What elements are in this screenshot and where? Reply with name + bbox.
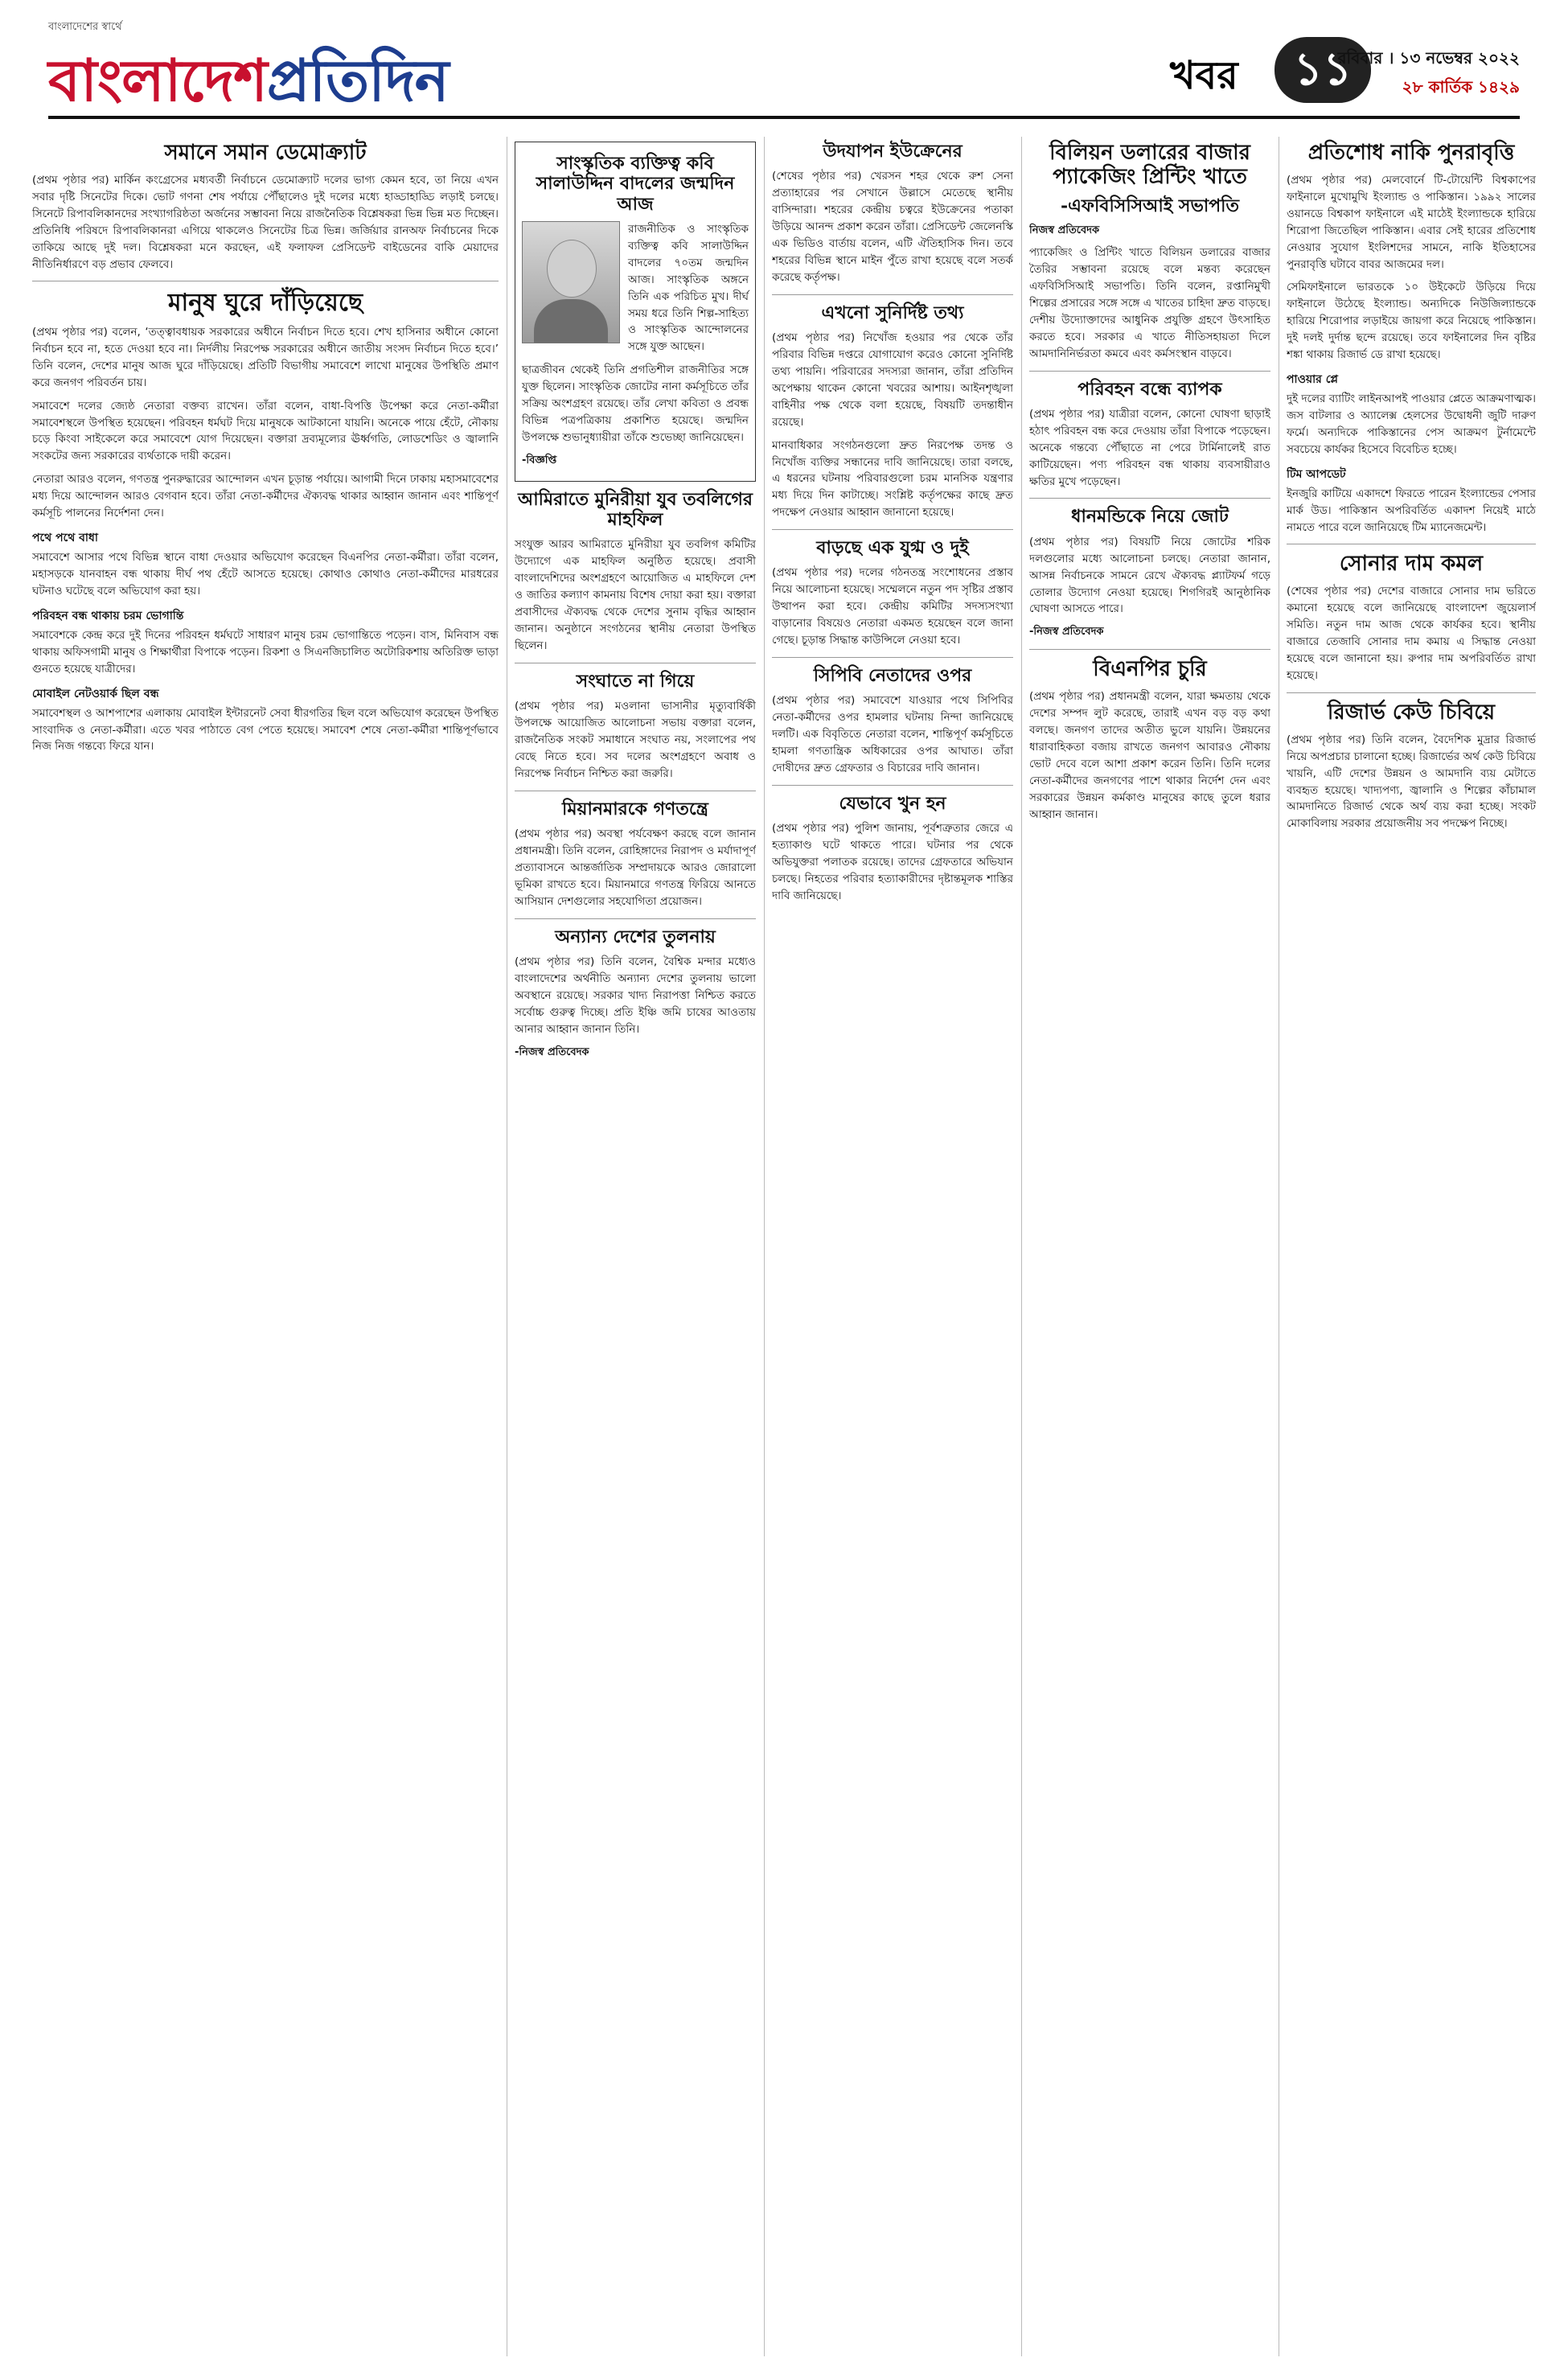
byline-staff-reporter: -নিজস্ব প্রতিবেদক [515, 1045, 589, 1058]
article-murder-body: (প্রথম পৃষ্ঠার পর) পুলিশ জানায়, পূর্বশত্রুতার জেরে এ হত্যাকাণ্ড ঘটে থাকতে পারে। ঘটনার পর থেকে অভিযুক্তরা পলাতক রয়েছে। তাদের গ্রেফতারে অভিযান চলছে। নিহতের পরিবার হত্যাকারীদের দৃষ্টান্তমূলক শাস্তির দাবি জানিয়েছে। [772, 822, 1013, 902]
article-divider [772, 785, 1013, 786]
byline-press-release: -বিজ্ঞপ্তি [522, 454, 557, 466]
subhead-team-update: টিম আপডেট [1287, 467, 1346, 481]
article-no-info-body-1: (প্রথম পৃষ্ঠার পর) নিখোঁজ হওয়ার পর থেকে তাঁর পরিবার বিভিন্ন দপ্তরে যোগাযোগ করেও কোনো সুনির্দিষ্ট তথ্য পায়নি। পরিবারের সদস্যরা জানান, তাঁরা প্রতিদিন অপেক্ষায় থাকেন কোনো খবরের আশায়। আইনশৃঙ্খলা বাহিনীর পক্ষ থেকে বলা হয়েছে, বিষয়টি তদন্তাধীন রয়েছে। [772, 331, 1013, 429]
article-divider [1287, 692, 1536, 693]
article-people-rise-body-4: সমাবেশে আসার পথে বিভিন্ন স্থানে বাধা দেওয়ার অভিযোগ করেছেন বিএনপির নেতা-কর্মীরা। তাঁরা বলেন, মহাসড়কে যানবাহন বন্ধ থাকায় দীর্ঘ পথ হেঁটে আসতে হয়েছে। কোথাও কোথাও নেতা-কর্মীদের মারধরের ঘটনাও ঘটেছে বলে অভিযোগ করা হয়। [32, 551, 499, 598]
article-final-body-4: ইনজুরি কাটিয়ে একাদশে ফিরতে পারেন ইংল্যান্ডের পেসার মার্ক উড। পাকিস্তান অপরিবর্তিত একাদশ নিয়েই মাঠে নামতে পারে বলে জানিয়েছে টিম ম্যানেজমেন্ট। [1287, 487, 1536, 534]
headline-no-conflict: সংঘাতে না গিয়ে [576, 670, 695, 692]
article-final-body-2: সেমিফাইনালে ভারতকে ১০ উইকেটে উড়িয়ে দিয়ে ফাইনালে উঠেছে ইংল্যান্ড। অন্যদিকে নিউজিল্যান্ডকে হারিয়ে শিরোপার লড়াইয়ে জায়গা করে নিয়েছে পাকিস্তান। দুই দলই দুর্দান্ত ছন্দে রয়েছে। তবে ফাইনালের দিন বৃষ্টির শঙ্কা থাকায় রিজার্ভ ডে রাখা হয়েছে। [1287, 281, 1536, 362]
article-myanmar-body: (প্রথম পৃষ্ঠার পর) অবস্থা পর্যবেক্ষণ করছে বলে জানান প্রধানমন্ত্রী। তিনি বলেন, রোহিঙ্গাদের নিরাপদ ও মর্যাদাপূর্ণ প্রত্যাবাসনে আন্তর্জাতিক সম্প্রদায়কে আরও জোরালো ভূমিকা রাখতে হবে। মিয়ানমারে গণতন্ত্র ফিরিয়ে আনতে আসিয়ান দেশগুলোর সহযোগিতা প্রয়োজন। [515, 828, 756, 908]
subhead-transport: পরিবহন বন্ধ থাকায় চরম ভোগান্তি [32, 609, 184, 622]
masthead [32, 14, 1536, 127]
headline-alliance: ধানমন্ডিকে নিয়ে জোট [1071, 506, 1229, 528]
logo-part-bangladesh: বাংলাদেশ [48, 46, 267, 114]
article-divider [1029, 498, 1270, 499]
article-people-rise-body-5: সমাবেশকে কেন্দ্র করে দুই দিনের পরিবহন ধর্মঘটে সাধারণ মানুষ চরম ভোগান্তিতে পড়েন। বাস, মিনিবাস বন্ধ থাকায় অফিসগামী মানুষ ও শিক্ষার্থীরা বিপাকে পড়েন। রিকশা ও সিএনজিচালিত অটোরিকশায় অতিরিক্ত ভাড়া গুনতে হয়েছে যাত্রীদের। [32, 628, 499, 676]
column-divider [764, 137, 765, 2356]
subtitle-fbcci: -এফবিসিসিআই সভাপতি [1061, 195, 1239, 216]
headline-gold-price: সোনার দাম কমল [1339, 552, 1484, 577]
birthday-content [522, 221, 749, 362]
headline-transport-shutdown: পরিবহন বন্ধে ব্যাপক [1077, 378, 1222, 400]
headline-reserve: রিজার্ভ কেউ চিবিয়ে [1327, 700, 1496, 725]
article-other-countries-body: (প্রথম পৃষ্ঠার পর) তিনি বলেন, বৈশ্বিক মন্দার মধ্যেও বাংলাদেশের অর্থনীতি অন্যান্য দেশের তুলনায় ভালো অবস্থানে রয়েছে। সরকার খাদ্য নিরাপত্তা নিশ্চিত করতে সর্বোচ্চ গুরুত্ব দিচ্ছে। প্রতি ইঞ্চি জমি চাষের আওতায় আনার আহ্বান জানান তিনি। [515, 955, 756, 1036]
headline-cpb: সিপিবি নেতাদের ওপর [813, 665, 972, 687]
article-divider [515, 918, 756, 919]
headline-poet-birthday: সাংস্কৃতিক ব্যক্তিত্ব কবি সালাউদ্দিন বাদলের জন্মদিন আজ [536, 153, 735, 215]
headline-democrat: সমানে সমান ডেমোক্র্যাট [164, 141, 367, 165]
headline-revenge-or-repeat: প্রতিশোধ নাকি পুনরাবৃত্তি [1307, 141, 1515, 165]
byline-packaging: নিজস্ব প্রতিবেদক [1029, 224, 1100, 237]
headline-uae-mahfil: আমিরাতে মুনিরীয়া যুব তবলিগের মাহফিল [517, 488, 753, 531]
article-birthday-body-2: ছাত্রজীবন থেকেই তিনি প্রগতিশীল রাজনীতির সঙ্গে যুক্ত ছিলেন। সাংস্কৃতিক জোটের নানা কর্মসূচিতে তাঁর সক্রিয় অংশগ্রহণ রয়েছে। তাঁর লেখা কবিতা ও প্রবন্ধ বিভিন্ন পত্রপত্রিকায় প্রকাশিত হয়েছে। জন্মদিন উপলক্ষে শুভানুধ্যায়ীরা তাঁকে শুভেচ্ছা জানিয়েছেন। [522, 363, 749, 444]
date-gregorian: রবিবার । ১৩ নভেম্বর ২০২২ [1337, 48, 1520, 68]
subhead-power-play: পাওয়ার প্লে [1287, 373, 1338, 387]
article-divider [1029, 371, 1270, 372]
column-5 [1287, 137, 1536, 2356]
article-no-info-body-2: মানবাধিকার সংগঠনগুলো দ্রুত নিরপেক্ষ তদন্ত ও নিখোঁজ ব্যক্তির সন্ধানের দাবি জানিয়েছে। তারা বলছে, এ ধরনের ঘটনায় পরিবারগুলো চরম মানসিক যন্ত্রণার মধ্য দিয়ে দিন কাটাচ্ছে। সংশ্লিষ্ট কর্তৃপক্ষের কাছে দ্রুত পদক্ষেপ নেওয়ার আহ্বান জানানো হয়েছে। [772, 438, 1013, 520]
article-bnp-theft-body: (প্রথম পৃষ্ঠার পর) প্রধানমন্ত্রী বলেন, যারা ক্ষমতায় থেকে দেশের সম্পদ লুট করেছে, তারাই এখন বড় বড় কথা বলছে। জনগণ তাদের অতীত ভুলে যায়নি। উন্নয়নের ধারাবাহিকতা বজায় রাখতে জনগণ আবারও নৌকায় ভোট দেবে বলে আশা প্রকাশ করেন তিনি। তিনি দলের নেতা-কর্মীদের জনগণের পাশে থাকার নির্দেশ দেন এবং সরকারের উন্নয়ন কর্মকাণ্ড মানুষের কাছে তুলে ধরার আহ্বান জানান। [1029, 690, 1270, 821]
headline-other-countries: অন্যান্য দেশের তুলনায় [555, 926, 716, 947]
masthead-tagline: বাংলাদেশের স্বার্থে [48, 21, 122, 33]
article-alliance-body: (প্রথম পৃষ্ঠার পর) বিষয়টি নিয়ে জোটের শরিক দলগুলোর মধ্যে আলোচনা চলছে। নেতারা জানান, আসন্ন নির্বাচনকে সামনে রেখে ঐক্যবদ্ধ প্ল্যাটফর্ম গড়ে তোলার উদ্যোগ নেওয়া হয়েছে। শিগগিরই আনুষ্ঠানিক ঘোষণা আসতে পারে। [1029, 535, 1270, 616]
column-1 [32, 137, 499, 2356]
article-people-rise-body-6: সমাবেশস্থল ও আশপাশের এলাকায় মোবাইল ইন্টারনেট সেবা ধীরগতির ছিল বলে অভিযোগ করেছেন উপস্থিত সাংবাদিক ও নেতা-কর্মীরা। এতে খবর পাঠাতে বেগ পেতে হয়েছে। সমাবেশ শেষে নেতা-কর্মীরা শান্তিপূর্ণভাবে নিজ নিজ গন্তব্যে ফিরে যান। [32, 706, 499, 754]
article-packaging-body: প্যাকেজিং ও প্রিন্টিং খাতে বিলিয়ন ডলারের বাজার তৈরির সম্ভাবনা রয়েছে বলে মন্তব্য করেছেন এফবিসিসিআই সভাপতি। তিনি বলেন, রপ্তানিমুখী শিল্পের প্রসারের সঙ্গে সঙ্গে এ খাতের চাহিদা দ্রুত বাড়ছে। দেশীয় উদ্যোক্তাদের আধুনিক প্রযুক্তি গ্রহণে উৎসাহিত করতে হবে। সরকার এ খাতে নীতিসহায়তা দিলে আমদানিনির্ভরতা কমবে এবং কর্মসংস্থান বাড়বে। [1029, 246, 1270, 360]
byline-alliance: -নিজস্ব প্রতিবেদক [1029, 626, 1104, 639]
article-people-rise-body-3: নেতারা আরও বলেন, গণতন্ত্র পুনরুদ্ধারের আন্দোলন এখন চূড়ান্ত পর্যায়ে। আগামী দিনে ঢাকায় মহাসমাবেশের মধ্য দিয়ে আন্দোলন আরও বেগবান হবে। তাঁরা নেতা-কর্মীদের ঐক্যবদ্ধ থাকার আহ্বান জানান এবং শান্তিপূর্ণ কর্মসূচি পালনের নির্দেশনা দেন। [32, 473, 499, 520]
newspaper-logo [48, 37, 449, 133]
headline-people-rise: মানুষ ঘুরে দাঁড়িয়েছে [167, 289, 363, 318]
article-birthday-body-1: রাজনীতিক ও সাংস্কৃতিক ব্যক্তিত্ব কবি সালাউদ্দিন বাদলের ৭০তম জন্মদিন আজ। সাংস্কৃতিক অঙ্গনে তিনি এক পরিচিত মুখ। দীর্ঘ সময় ধরে তিনি শিল্প-সাহিত্য ও সাংস্কৃতিক আন্দোলনের সঙ্গে যুক্ত আছেন। [628, 222, 749, 354]
article-divider [772, 529, 1013, 530]
headline-myanmar: মিয়ানমারকে গণতন্ত্রে [562, 798, 708, 819]
article-transport-shutdown-body: (প্রথম পৃষ্ঠার পর) যাত্রীরা বলেন, কোনো ঘোষণা ছাড়াই হঠাৎ পরিবহন বন্ধ করে দেওয়ায় তাঁরা বিপাকে পড়েছেন। অনেকে গন্তব্যে পৌঁছাতে না পেরে টার্মিনালেই রাত কাটিয়েছেন। পণ্য পরিবহন বন্ধ থাকায় ব্যবসায়ীরাও ক্ষতির মুখে পড়েছেন। [1029, 407, 1270, 488]
logo-part-protidin: প্রতিদিন [266, 46, 449, 114]
page-number-badge: ১১ [1275, 37, 1371, 103]
portrait-torso [534, 299, 608, 343]
portrait-photo [522, 221, 620, 343]
headline-bnp-theft: বিএনপির চুরি [1093, 657, 1207, 682]
headline-no-info: এখনো সুনির্দিষ্ট তথ্য [821, 302, 964, 323]
date-bengali: ২৮ কার্তিক ১৪২৯ [1402, 77, 1520, 97]
article-people-rise-body-2: সমাবেশে দলের জ্যেষ্ঠ নেতারা বক্তব্য রাখেন। তাঁরা বলেন, বাধা-বিপত্তি উপেক্ষা করে নেতা-কর্মীরা সমাবেশস্থলে উপস্থিত হয়েছেন। পরিবহন ধর্মঘট দিয়ে মানুষকে আটকানো যায়নি। অনেকে পায়ে হেঁটে, নৌকায় চড়ে কিংবা সাইকেলে করে সমাবেশে যোগ দিয়েছেন। বক্তারা দ্রব্যমূল্যের ঊর্ধ্বগতি, লোডশেডিং ও জ্বালানি সংকটের জন্য সরকারের ব্যর্থতাকে দায়ী করেন। [32, 399, 499, 463]
article-divider [772, 294, 1013, 295]
article-cpb-body: (প্রথম পৃষ্ঠার পর) সমাবেশে যাওয়ার পথে সিপিবির নেতা-কর্মীদের ওপর হামলার ঘটনায় নিন্দা জানিয়েছে দলটি। এক বিবৃতিতে নেতারা বলেন, শান্তিপূর্ণ কর্মসূচিতে হামলা গণতান্ত্রিক অধিকারের ওপর আঘাত। তাঁরা দোষীদের দ্রুত গ্রেফতার ও বিচারের দাবি জানান। [772, 694, 1013, 775]
column-divider [1021, 137, 1022, 2356]
masthead-rule [48, 116, 1520, 119]
article-divider [772, 657, 1013, 658]
article-reserve-body: (প্রথম পৃষ্ঠার পর) তিনি বলেন, বৈদেশিক মুদ্রার রিজার্ভ নিয়ে অপপ্রচার চালানো হচ্ছে। রিজার্ভের অর্থ কেউ চিবিয়ে খায়নি, এটি দেশের উন্নয়ন ও আমদানি ব্যয় মেটাতে ব্যবহৃত হয়েছে। খাদ্যপণ্য, জ্বালানি ও শিল্পের কাঁচামাল আমদানিতে রিজার্ভ থেকে অর্থ ব্যয় করা হচ্ছে। সংকট মোকাবিলায় সরকার প্রয়োজনীয় সব পদক্ষেপ নিচ্ছে। [1287, 733, 1536, 831]
headline-ukraine: উদযাপন ইউক্রেনের [823, 141, 963, 162]
column-4 [1029, 137, 1270, 2356]
headline-packaging: বিলিয়ন ডলারের বাজার প্যাকেজিং প্রিন্টিং খাতে [1049, 141, 1250, 189]
section-label: খবর [1170, 53, 1238, 98]
column-3 [772, 137, 1013, 2356]
subhead-mobile-network: মোবাইল নেটওয়ার্ক ছিল বন্ধ [32, 687, 159, 700]
article-democrat-body: (প্রথম পৃষ্ঠার পর) মার্কিন কংগ্রেসের মধ্যবর্তী নির্বাচনে ডেমোক্র্যাট দলের ভাগ্য কেমন হবে, তা নিয়ে এখন সবার দৃষ্টি সিনেটের দিকে। ভোট গণনা শেষ পর্যায়ে পৌঁছালেও দুই দলের মধ্যে হাড্ডাহাড্ডি লড়াই চলছে। সিনেটে রিপাবলিকানদের সংখ্যাগরিষ্ঠতা অর্জনের সম্ভাবনা নিয়ে রাজনৈতিক বিশ্লেষকরা ভিন্ন ভিন্ন মত দিচ্ছেন। প্রতিনিধি পরিষদে রিপাবলিকানরা এগিয়ে থাকলেও সিনেটের চিত্র ভিন্ন। জর্জিয়ার রানঅফ নির্বাচনের দিকে তাকিয়ে আছে দুই দল। বিশ্লেষকরা মনে করছেন, এই ফলাফল প্রেসিডেন্ট বাইডেনের বাকি মেয়াদের নীতিনির্ধারণে বড় প্রভাব ফেলবে। [32, 173, 499, 271]
article-no-conflict-body: (প্রথম পৃষ্ঠার পর) মওলানা ভাসানীর মৃত্যুবার্ষিকী উপলক্ষে আয়োজিত আলোচনা সভায় বক্তারা বলেন, রাজনৈতিক সংকট সমাধানে সংঘাত নয়, সংলাপের পথ বেছে নিতে হবে। সব দলের অংশগ্রহণে অবাধ ও নিরপেক্ষ নির্বাচন নিশ্চিত করা জরুরি। [515, 700, 756, 780]
article-final-body-3: দুই দলের ব্যাটিং লাইনআপই পাওয়ার প্লেতে আক্রমণাত্মক। জস বাটলার ও অ্যালেক্স হেলসের উদ্বোধনী জুটি দারুণ ফর্মে। অন্যদিকে পাকিস্তানের পেস আক্রমণ টুর্নামেন্টে সবচেয়ে কার্যকর হিসেবে বিবেচিত হচ্ছে। [1287, 392, 1536, 456]
article-uae-body: সংযুক্ত আরব আমিরাতে মুনিরীয়া যুব তবলিগ কমিটির উদ্যোগে এক মাহফিল অনুষ্ঠিত হয়েছে। প্রবাসী বাংলাদেশিদের অংশগ্রহণে আয়োজিত এ মাহফিলে দেশ ও জাতির কল্যাণ কামনায় বিশেষ দোয়া করা হয়। বক্তারা প্রবাসীদের ঐক্যবদ্ধ থেকে দেশের সুনাম বৃদ্ধির আহ্বান জানান। অনুষ্ঠানে সংগঠনের স্থানীয় নেতারা উপস্থিত ছিলেন। [515, 538, 756, 652]
article-ukraine-body: (শেষের পৃষ্ঠার পর) খেরসন শহর থেকে রুশ সেনা প্রত্যাহারের পর সেখানে উল্লাসে মেতেছে স্থানীয় বাসিন্দারা। শহরের কেন্দ্রীয় চত্বরে ইউক্রেনের পতাকা উড়িয়ে আনন্দ প্রকাশ করেন তাঁরা। প্রেসিডেন্ট জেলেনস্কি এক ভিডিও বার্তায় বলেন, এটি ঐতিহাসিক দিন। তবে শহরের বিভিন্ন স্থানে মাইন পুঁতে রাখা হয়েছে বলে সতর্ক করেছে কর্তৃপক্ষ। [772, 170, 1013, 284]
article-joint-posts-body: (প্রথম পৃষ্ঠার পর) দলের গঠনতন্ত্র সংশোধনের প্রস্তাব নিয়ে আলোচনা হয়েছে। সম্মেলনে নতুন পদ সৃষ্টির প্রস্তাব উত্থাপন করা হবে। কেন্দ্রীয় কমিটির সদস্যসংখ্যা বাড়ানোর বিষয়েও নেতারা একমত হয়েছেন বলে জানা গেছে। চূড়ান্ত সিদ্ধান্ত কাউন্সিলে নেওয়া হবে। [772, 566, 1013, 647]
article-people-rise-body-1: (প্রথম পৃষ্ঠার পর) বলেন, ‘তত্ত্বাবধায়ক সরকারের অধীনে নির্বাচন দিতে হবে। শেখ হাসিনার অধীনে কোনো নির্বাচন হবে না, হতে দেওয়া হবে না। নির্দলীয় নিরপেক্ষ সরকারের অধীনে জাতীয় সংসদ নির্বাচন দিতে হবে।’ তিনি বলেন, দেশের মানুষ আজ ঘুরে দাঁড়িয়েছে। প্রতিটি বিভাগীয় সমাবেশে লাখো মানুষের উপস্থিতি প্রমাণ করে জনগণ পরিবর্তন চায়। [32, 325, 499, 389]
article-gold-price-body: (শেষের পৃষ্ঠার পর) দেশের বাজারে সোনার দাম ভরিতে কমানো হয়েছে বলে জানিয়েছে বাংলাদেশ জুয়েলার্স সমিতি। নতুন দাম আজ থেকে কার্যকর হবে। স্থানীয় বাজারে তেজাবি সোনার দাম কমায় এ সিদ্ধান্ত নেওয়া হয়েছে বলে জানানো হয়। রুপার দাম অপরিবর্তিত রাখা হয়েছে। [1287, 585, 1536, 682]
portrait-face [547, 240, 597, 298]
column-2 [515, 137, 756, 2356]
headline-joint-posts: বাড়ছে এক যুগ্ম ও দুই [816, 537, 969, 559]
birthday-box [515, 142, 756, 482]
subhead-obstacles: পথে পথে বাধা [32, 532, 98, 545]
article-divider [1029, 649, 1270, 650]
headline-murder: যেভাবে খুন হন [839, 793, 946, 814]
article-final-body-1: (প্রথম পৃষ্ঠার পর) মেলবোর্নে টি-টোয়েন্টি বিশ্বকাপের ফাইনালে মুখোমুখি ইংল্যান্ড ও পাকিস্তান। ১৯৯২ সালের ওয়ানডে বিশ্বকাপ ফাইনালে এই মাঠেই ইংল্যান্ডকে হারিয়ে শিরোপা জিতেছিল পাকিস্তান। এবার সেই হারের প্রতিশোধ নেওয়ার সুযোগ ইংলিশদের সামনে, নাকি ইতিহাসের পুনরাবৃত্তি ঘটাবে বাবর আজমের দল। [1287, 173, 1536, 271]
